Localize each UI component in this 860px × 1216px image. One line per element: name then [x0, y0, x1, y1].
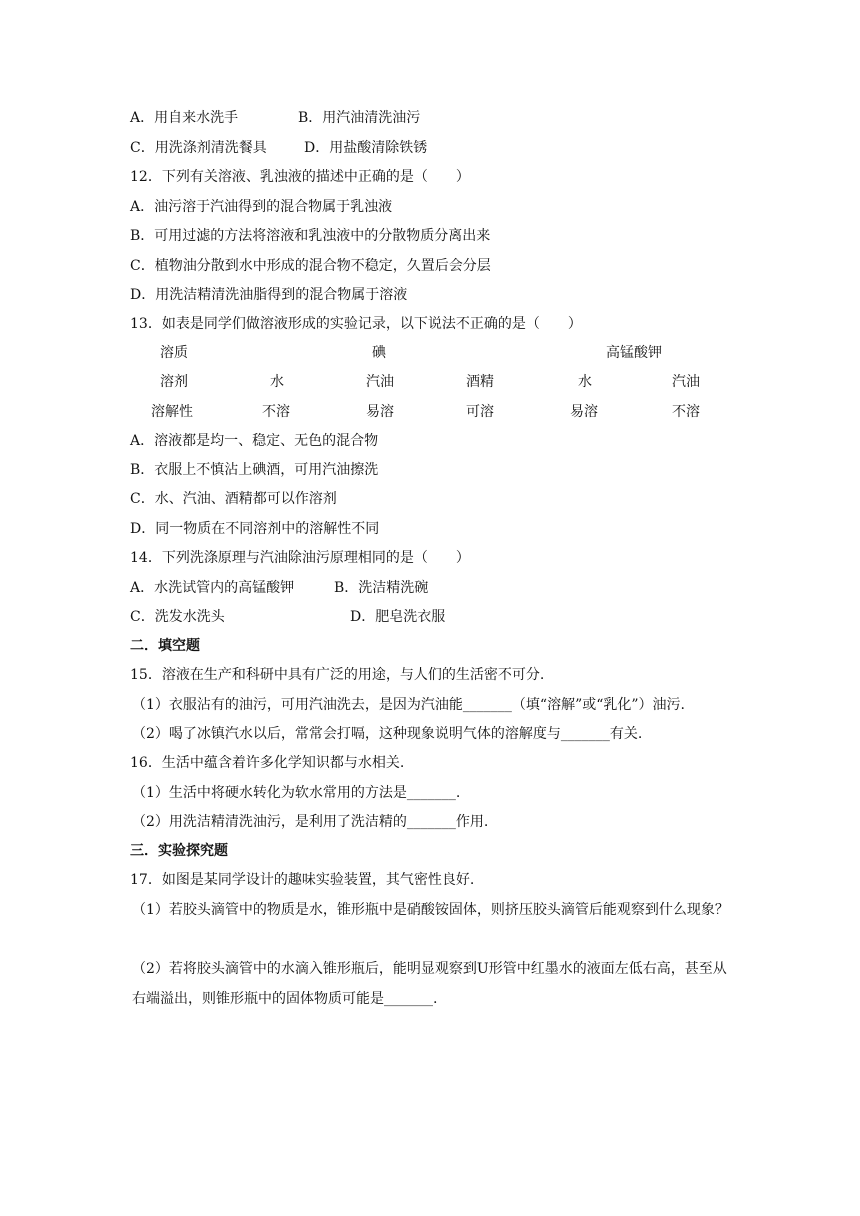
- table-cell: 可溶: [466, 404, 494, 420]
- q17-stem: 17．如图是某同学设计的趣味实验装置，其气密性良好.: [130, 872, 475, 888]
- q15-stem: 15．溶液在生产和科研中具有广泛的用途，与人们的生活密不可分.: [130, 667, 545, 683]
- q12-option-b: B．可用过滤的方法将溶液和乳浊液中的分散物质分离出来: [130, 228, 491, 244]
- section-heading-experiment: 三．实验探究题: [130, 843, 228, 859]
- table-cell: 不溶: [262, 404, 290, 420]
- q16-part1: （1）生活中将硬水转化为软水常用的方法是_______.: [132, 785, 461, 801]
- q14-stem: 14．下列洗涤原理与汽油除油污原理相同的是（ ）: [130, 550, 470, 566]
- q16-part2: （2）用洗洁精清洗油污，是利用了洗洁精的_______作用.: [132, 814, 489, 830]
- q16-stem: 16．生活中蕴含着许多化学知识都与水相关.: [130, 755, 405, 771]
- table-header-iodine: 碘: [372, 345, 386, 361]
- q13-option-b: B．衣服上不慎沾上碘酒，可用汽油擦洗: [130, 462, 379, 478]
- q12-option-d: D．用洗洁精清洗油脂得到的混合物属于溶液: [130, 287, 408, 303]
- q13-option-a: A．溶液都是均一、稳定、无色的混合物: [130, 433, 379, 449]
- q15-part2: （2）喝了冰镇汽水以后，常常会打嗝，这种现象说明气体的溶解度与_______有关.: [132, 726, 643, 742]
- q17-part2: （2）若将胶头滴管中的水滴入锥形瓶后，能明显观察到U形管中红墨水的液面左低右高，甚至从右端溢出，则锥形瓶中的固体物质可能是_______.: [132, 961, 727, 1007]
- table-cell: 酒精: [466, 374, 494, 390]
- table-row-solvent-label: 溶剂: [160, 374, 188, 390]
- q15-part1: （1）衣服沾有的油污，可用汽油洗去，是因为汽油能_______（填“溶解”或“乳化”）油污.: [132, 697, 685, 713]
- table-cell: 易溶: [570, 404, 598, 420]
- table-cell: 汽油: [672, 374, 700, 390]
- q14-option-b: B．洗洁精洗碗: [334, 580, 429, 596]
- q12-stem: 12．下列有关溶液、乳浊液的描述中正确的是（ ）: [130, 169, 470, 185]
- table-header-solute: 溶质: [160, 345, 188, 361]
- section-heading-fill-in: 二．填空题: [130, 638, 200, 654]
- table-cell: 易溶: [366, 404, 394, 420]
- q17-part1: （1）若胶头滴管中的物质是水，锥形瓶中是硝酸铵固体，则挤压胶头滴管后能观察到什么现象？: [132, 902, 729, 918]
- q14-option-d: D．肥皂洗衣服: [350, 609, 446, 625]
- table-cell: 不溶: [672, 404, 700, 420]
- q11-option-c: C．用洗涤剂清洗餐具: [130, 140, 267, 156]
- table-cell: 汽油: [366, 374, 394, 390]
- table-cell: 水: [578, 374, 592, 390]
- q13-option-c: C．水、汽油、酒精都可以作溶剂: [130, 491, 337, 507]
- q11-option-a: A．用自来水洗手: [130, 110, 239, 126]
- q13-stem: 13．如表是同学们做溶液形成的实验记录，以下说法不正确的是（ ）: [130, 316, 582, 332]
- q14-option-a: A．水洗试管内的高锰酸钾: [130, 580, 295, 596]
- q13-option-d: D．同一物质在不同溶剂中的溶解性不同: [130, 521, 380, 537]
- q11-option-d: D．用盐酸清除铁锈: [304, 140, 428, 156]
- table-row-solubility-label: 溶解性: [151, 404, 193, 420]
- table-cell: 水: [270, 374, 284, 390]
- q14-option-c: C．洗发水洗头: [130, 609, 225, 625]
- q12-option-a: A．油污溶于汽油得到的混合物属于乳浊液: [130, 199, 393, 215]
- table-header-kmno4: 高锰酸钾: [606, 345, 662, 361]
- q11-option-b: B．用汽油清洗油污: [298, 110, 421, 126]
- q12-option-c: C．植物油分散到水中形成的混合物不稳定，久置后会分层: [130, 258, 491, 274]
